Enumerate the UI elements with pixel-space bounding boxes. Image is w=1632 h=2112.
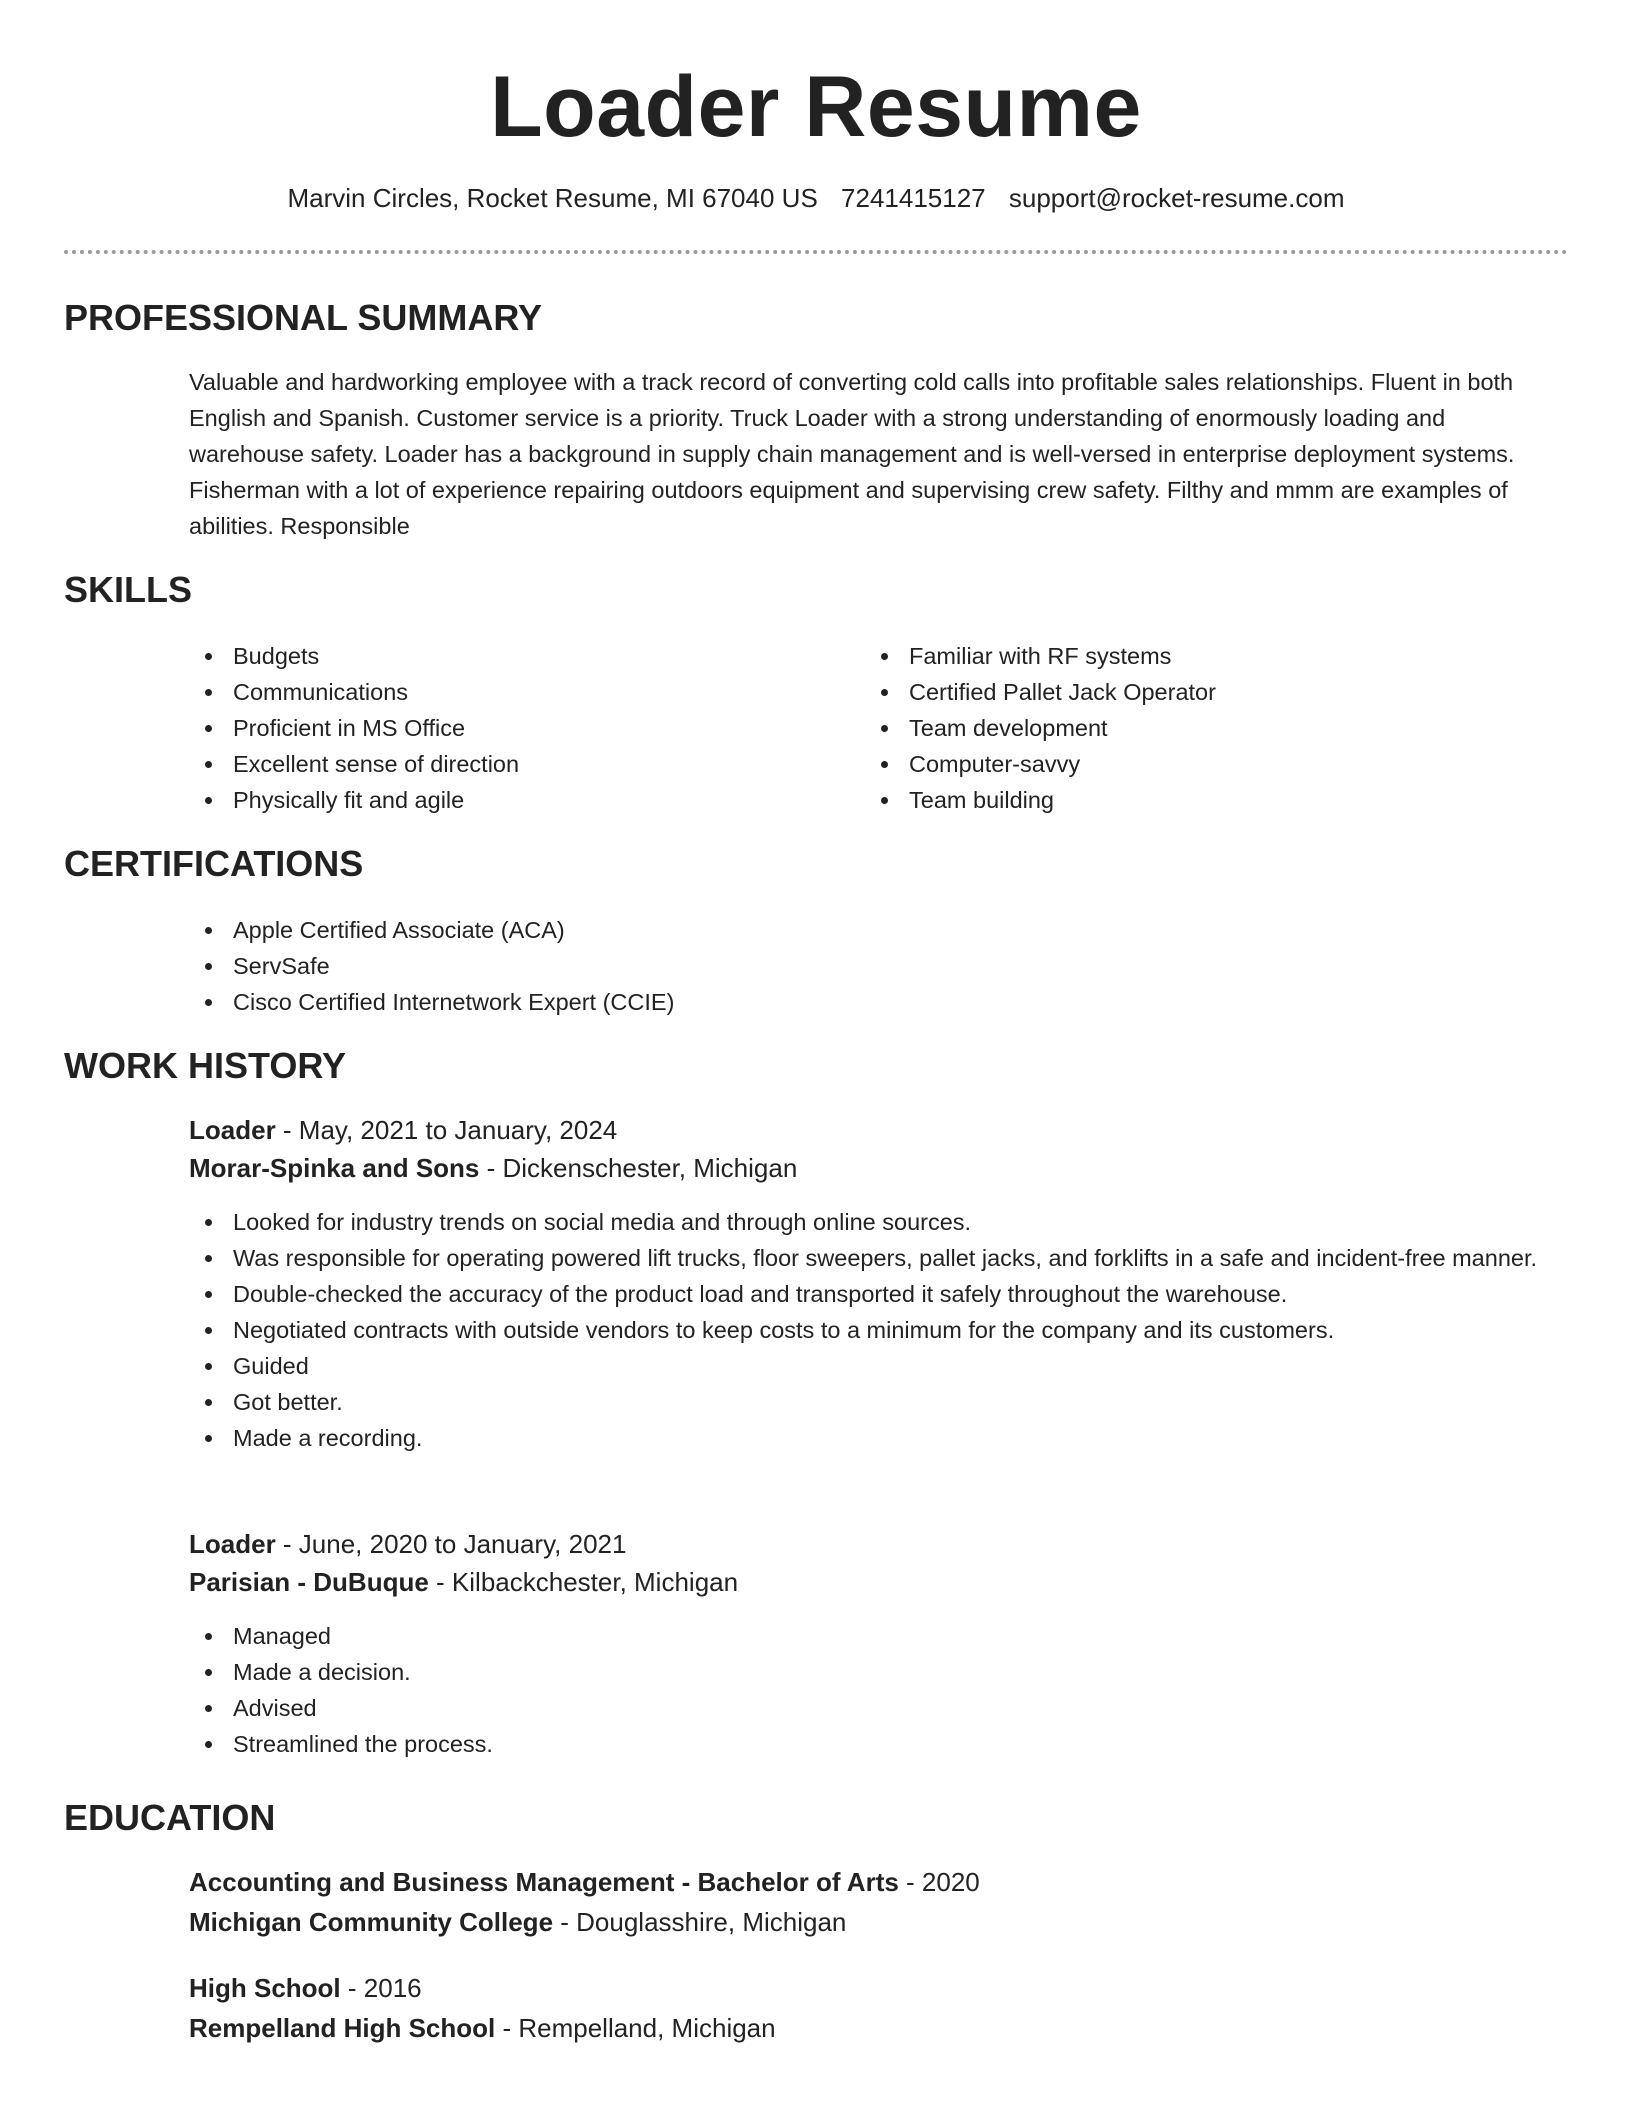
address: Marvin Circles, Rocket Resume, MI 67040 US bbox=[287, 183, 818, 213]
list-item: Certified Pallet Jack Operator bbox=[865, 674, 1545, 710]
job-title-line bbox=[189, 1112, 617, 1148]
job-dates: - June, 2020 to January, 2021 bbox=[275, 1529, 627, 1559]
certifications-heading: CERTIFICATIONS bbox=[64, 843, 364, 884]
skills-list-right bbox=[865, 638, 1545, 818]
list-item: Managed bbox=[189, 1618, 1564, 1654]
list-item: Made a decision. bbox=[189, 1654, 1564, 1690]
list-item: Was responsible for operating powered lift trucks, floor sweepers, pallet jacks, and forklifts in a safe and incident-free manner. bbox=[189, 1240, 1564, 1276]
list-item: Budgets bbox=[189, 638, 829, 674]
summary-text: Valuable and hardworking employee with a track record of converting cold calls into profitable sales relationships. Fluent in both English and Spanish. Customer service is a priority. Truck Loader with a strong understanding of enormously loading and warehouse safety. Loader has a background in supply chain management and is well-versed in enterprise deployment systems. Fisherman with a lot of experience repairing outdoors equipment and supervising crew safety. Filthy and mmm are examples of abilities. Responsible bbox=[189, 369, 1515, 539]
contact-line bbox=[0, 180, 1632, 216]
list-item: Double-checked the accuracy of the product load and transported it safely throughout the warehouse. bbox=[189, 1276, 1564, 1312]
education-school-line bbox=[189, 2010, 776, 2046]
job-bullets bbox=[189, 1618, 1564, 1762]
list-item: Familiar with RF systems bbox=[865, 638, 1545, 674]
education-location: - Rempelland, Michigan bbox=[495, 2013, 776, 2043]
education-degree-line bbox=[189, 1864, 980, 1900]
certifications-list bbox=[189, 912, 1559, 1020]
job-company-line bbox=[189, 1150, 797, 1186]
list-item: Cisco Certified Internetwork Expert (CCIE) bbox=[189, 984, 1559, 1020]
list-item: Advised bbox=[189, 1690, 1564, 1726]
list-item: Proficient in MS Office bbox=[189, 710, 829, 746]
job-company-line bbox=[189, 1564, 738, 1600]
education-degree-line bbox=[189, 1970, 422, 2006]
job-location: - Kilbackchester, Michigan bbox=[428, 1567, 739, 1597]
education-school: Rempelland High School bbox=[189, 2013, 496, 2043]
resume-title: Loader Resume bbox=[490, 59, 1142, 155]
education-year: - 2020 bbox=[898, 1867, 980, 1897]
job-bullets bbox=[189, 1204, 1564, 1456]
list-item: Team development bbox=[865, 710, 1545, 746]
list-item: Team building bbox=[865, 782, 1545, 818]
education-degree: High School bbox=[189, 1973, 341, 2003]
list-item: Made a recording. bbox=[189, 1420, 1564, 1456]
education-location: - Douglasshire, Michigan bbox=[553, 1907, 847, 1937]
list-item: Negotiated contracts with outside vendors to keep costs to a minimum for the company and its customers. bbox=[189, 1312, 1564, 1348]
skills-heading: SKILLS bbox=[64, 569, 193, 610]
job-title-line bbox=[189, 1526, 626, 1562]
job-company: Parisian - DuBuque bbox=[189, 1567, 429, 1597]
work-history-heading: WORK HISTORY bbox=[64, 1045, 347, 1086]
email[interactable]: support@rocket-resume.com bbox=[1008, 183, 1345, 213]
education-year: - 2016 bbox=[340, 1973, 422, 2003]
list-item: Got better. bbox=[189, 1384, 1564, 1420]
education-school: Michigan Community College bbox=[189, 1907, 554, 1937]
job-dates: - May, 2021 to January, 2024 bbox=[275, 1115, 618, 1145]
list-item: Communications bbox=[189, 674, 829, 710]
education-heading: EDUCATION bbox=[64, 1797, 276, 1838]
list-item: Streamlined the process. bbox=[189, 1726, 1564, 1762]
job-role: Loader bbox=[189, 1115, 276, 1145]
list-item: Apple Certified Associate (ACA) bbox=[189, 912, 1559, 948]
list-item: Looked for industry trends on social media and through online sources. bbox=[189, 1204, 1564, 1240]
list-item: Computer-savvy bbox=[865, 746, 1545, 782]
summary-heading: PROFESSIONAL SUMMARY bbox=[64, 297, 543, 338]
list-item: ServSafe bbox=[189, 948, 1559, 984]
job-role: Loader bbox=[189, 1529, 276, 1559]
header-divider bbox=[64, 250, 1568, 254]
education-school-line bbox=[189, 1904, 846, 1940]
list-item: Guided bbox=[189, 1348, 1564, 1384]
job-location: - Dickenschester, Michigan bbox=[479, 1153, 798, 1183]
job-company: Morar-Spinka and Sons bbox=[189, 1153, 480, 1183]
education-degree: Accounting and Business Management - Bachelor of Arts bbox=[189, 1867, 899, 1897]
skills-list-left bbox=[189, 638, 829, 818]
list-item: Excellent sense of direction bbox=[189, 746, 829, 782]
phone: 7241415127 bbox=[841, 183, 986, 213]
list-item: Physically fit and agile bbox=[189, 782, 829, 818]
